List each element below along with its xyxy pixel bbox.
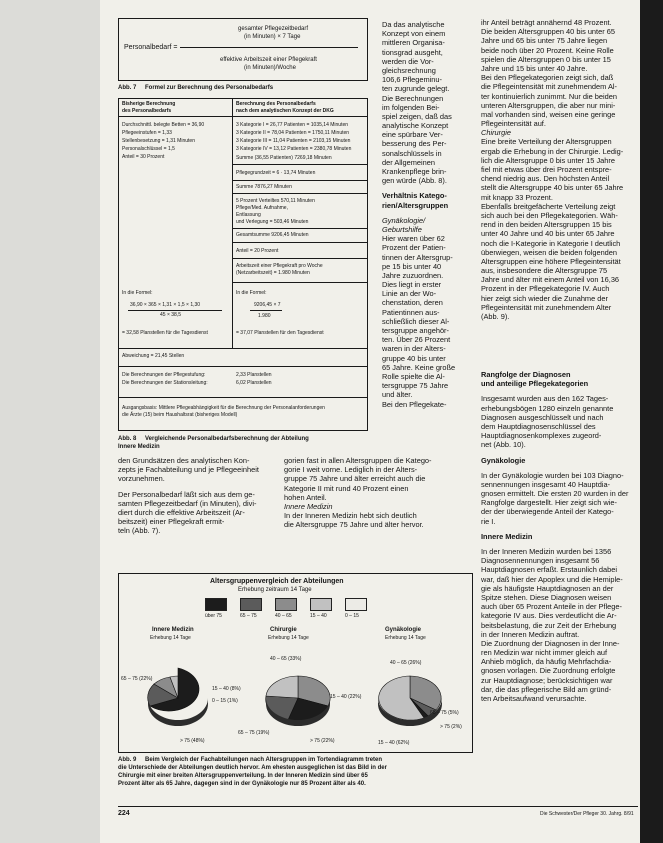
text-line: Spitze stehen. Diese Diagnosen weisen [481,592,612,602]
formula-denominator-2: (in Minuten)/Woche [244,65,296,71]
table-right-row: Anteil = 20 Prozent [236,248,279,254]
text-line: Kategorie II mit rund 40 Prozent einen [284,483,409,493]
pie-gynaekologie [378,676,442,726]
text-line: unter 40 Jahre und 40 bis unter 65 Jahre [481,229,615,239]
text-line: mal vorhanden sind, weisen eine geringe [481,109,616,119]
section-heading: und anteilige Pflegekategorien [481,379,589,389]
table-right-row: (Netzarbeitszeit) = 1.980 Minuten [236,270,310,276]
text-line: ten. Über 26 Prozent [382,335,451,345]
pie-label: 65 – 75 (5%) [430,710,459,716]
result-right: = 37,07 Planstellen für den Tagesdienst [236,330,324,336]
body-column-center-bottom [284,456,444,530]
text-line: tinnen der Altersgrup- [382,252,453,262]
text-line: ergab die Erhebung in der Chirurgie. Ledig- [481,146,624,156]
text-line: Patientinnen aus- [382,307,440,317]
section-heading: Gynäkologie [481,455,526,465]
text-line: gorie I weit vorne. Lediglich in der Alters- [284,465,418,475]
abb9-caption: Prozent älter als 65 Jahre, dagegen sind in der Gynäkologie nur 85 Prozent älter als 40. [118,781,366,787]
formula-left-num: 36,90 × 365 × 1,31 × 1,5 × 1,30 [130,302,201,308]
text-line: Jahre und 15 bis unter 40 Jahre. [481,63,588,73]
pie-sub-chirurgie: Erhebung 14 Tage [268,635,309,641]
text-line: ten zugrunde gelegt. [382,84,450,94]
text-line: vorzunehmen. [118,474,165,484]
journal-footer: Die Schwester/Der Pfleger 30. Jahrg. 8/91 [540,811,634,817]
text-line: Die Zuordnung der Diagnosen in der Inne- [481,638,620,648]
text-line: eine spürbare Ver- [382,130,443,140]
pie-title-gyn: Gynäkologie [385,627,422,633]
text-line: teln (Abb. 7). [118,526,161,536]
pie-label: 15 – 40 (22%) [330,694,362,700]
text-line: Hauptdiagnosenkomplexes zugeord- [481,431,602,441]
text-line: lich die Altersgruppe 0 bis unter 15 Jahre [481,155,615,165]
text-line: net (Abb. 10). [481,440,526,450]
figure-9-title: Altersgruppenvergleich der Abteilungen [210,578,344,585]
text-line: die Pflegeintensität mit zunehmendem Al- [481,82,617,92]
table-head-right-2: nach dem analytischen Konzept der DKG [236,108,334,114]
body-column-left-bottom [118,456,274,536]
table-right-row: 3 Kategorie I = 26,77 Patienten = 1035,14 Minuten [236,122,349,128]
footer-row-value: 2,33 Planstellen [236,372,272,378]
text-line: unteren Altersgruppen, die aber nur mini- [481,100,616,110]
legend-swatch-40-65 [275,598,297,611]
text-line: 106,6 Pflegeminu- [382,75,442,85]
abb7-caption: Formel zur Berechnung des Personalbedarfs [145,85,274,91]
text-line: ten Arbeitsaufwand verursachte. [481,694,587,703]
abb8-label: Abb. 8 [118,436,137,442]
text-line: gie als häufigste Hauptdiagnosen an der [481,583,614,593]
pie-label: 40 – 65 (26%) [390,660,422,666]
text-line: Hauptdiagnosen erfaßt. Erstaunlich dabei [481,565,617,575]
text-line: zepts je Fachabteilung und je Pflegeeinheit [118,465,259,475]
abb9-caption: Beim Vergleich der Fachabteilungen nach Altersgruppen im Tortendiagramm treten [145,757,383,763]
text-line: Eine breite Verteilung der Altersgruppen [481,137,612,147]
formula-numerator-2: (in Minuten) × 7 Tage [244,34,301,40]
legend-swatch-15-40 [310,598,332,611]
text-line: Anhieb möglich, da häufig Mehrfachdia- [481,657,612,667]
text-line: Prozent der Patien- [382,243,446,253]
binding-edge [640,0,663,843]
table-right-row: 3 Kategorie IV = 13,12 Patienten = 2380,78 Minuten [236,146,352,152]
text-line: auch über 65 Prozent Anteile in der Pflege- [481,602,622,612]
pie-slice [266,676,298,698]
abb8-caption-1: Vergleichende Personalbedarfsberechnung der Abteilung [145,436,309,442]
text-line: In der Gynäkologie wurden bei 103 Diagno- [481,470,624,480]
text-line: waren in der Alters- [382,344,446,354]
legend-swatch-65-75 [240,598,262,611]
table-right-row: und Verlegung = 503,46 Minuten [236,219,309,225]
text-line: Insgesamt wurden aus den 162 Tages- [481,394,609,404]
text-line: mittleren Organisa- [382,38,445,48]
table-right-row: 3 Kategorie III = 11,04 Patienten = 2103,15 Minuten [236,138,351,144]
legend-label: 40 – 65 [275,613,292,619]
text-line: sich auch bei den Pflegekategorien. Wäh- [481,210,618,220]
text-line: rend in den beiden Altersgruppen 15 bis [481,220,612,230]
text-line: Konzept von einem [382,29,446,39]
text-line: tersgruppe 75 Jahre [382,381,449,391]
text-line: erhebungsbögen 1280 einzeln genannte [481,403,614,413]
text-line: analytische Konzept [382,121,449,131]
formula-right-den: 1.980 [258,313,271,319]
pie-title-innere: Innere Medizin [152,627,194,633]
text-line: überwiegen, weisen die beiden folgenden [481,247,618,257]
text-line: dem Hauptdiagnosenschlüssel des [481,421,596,431]
subheading: Geburtshilfe [382,224,422,234]
text-line: gnosen vorlagen. Die Zuordnung erfolgte [481,666,616,676]
text-line: Rangfolge dargestellt. Hier zeigt sich wie- [481,498,617,508]
pie-chirurgie [266,676,330,726]
text-line: tersgruppe angehör- [382,326,449,335]
text-line: hier zeigt sich wieder die Zunahme der [481,293,608,303]
text-line: zur Hauptdiagnose; berücksichtigen war [481,675,613,685]
abb9-label: Abb. 9 [118,757,137,763]
text-line: ihr Anteil beträgt annähernd 48 Prozent. [481,18,612,27]
table-left-row: Durchschnittl. belegte Betten = 36,90 [122,122,205,128]
section-heading: Verhältnis Katego- [382,191,447,201]
text-line: tionsgrad ausgeht, [382,47,443,57]
legend-label: 65 – 75 [240,613,257,619]
text-line: beide noch über 20 Prozent. Keine Rolle [481,45,614,55]
pie-label: > 75 (48%) [180,738,205,744]
body-column-right [481,18,633,321]
text-line: der Allgemeinen [382,157,436,167]
formula-right-num: 9206,45 × 7 [254,302,281,308]
legend-swatch-0-15 [345,598,367,611]
table-right-row: Gesamtsumme 9206,45 Minuten [236,232,309,238]
text-line: besserung des Per- [382,139,447,149]
text-line: und älter. [382,390,413,400]
body-column-right-lower [481,370,633,703]
body-column-middle [382,20,466,409]
text-line: ren Medizin war nicht immer gleich auf [481,648,608,658]
text-line: gnosen ermittelt. Die ersten 20 wurden in der [481,489,629,499]
formula-denominator-1: effektive Arbeitszeit einer Pflegekraft [220,57,317,63]
text-line: dar, die das pflegerische Bild am gründ- [481,684,612,694]
text-line: ter kontinuierlich zunimmt. Nur die beiden [481,91,617,101]
text-line: Die Berechnungen [382,93,444,103]
text-line: beitsbelastung, die zur Zeit der Erhebung [481,620,617,630]
table-left-row: Pflegeeinstufen = 1,33 [122,130,172,136]
text-line: Bei den Pflegekategorien zeigt sich, daß [481,73,614,83]
formula-left-label: In die Formel: [122,290,153,296]
text-line: hohen Anteil. [284,492,327,502]
text-line: Bei den Pflegekate- [382,399,447,409]
table-head-right-1: Berechnung des Personalbedarfs [236,101,316,107]
pie-innere-medizin [148,668,208,726]
table-right-row: Arbeitszeit einer Pflegekraft pro Woche [236,263,323,269]
table-left-row: Stellenbesetzung = 1,31 Minuten [122,138,195,144]
pie-sub-gyn: Erhebung 14 Tage [385,635,426,641]
text-line: chenstation, deren [382,298,443,308]
text-line: gleichsrechnung [382,65,436,75]
text-line: noch die I-Kategorie in Kategorie I deutlich [481,238,621,248]
text-line: Da das analytische [382,20,445,29]
text-line: im folgenden Bei- [382,102,440,112]
text-line: Diagnosennennungen insgesamt 56 [481,556,600,566]
text-line: kategorie IV aus. Dies verdeutlicht die Ar- [481,611,617,621]
text-line: aus, insbesondere die Altersgruppe 75 [481,266,608,276]
section-heading: Rangfolge der Diagnosen [481,370,571,379]
text-line: Die beiden Altersgruppen 40 bis unter 65 [481,27,615,37]
subheading-innere-medizin: Innere Medizin [284,501,333,511]
text-line: samten Pflegezeitbedarf (in Minuten), divi- [118,498,257,508]
text-line: Linie an der Wo- [382,289,437,299]
text-line: Hier waren über 62 [382,234,445,244]
table-right-row: 3 Kategorie II = 78,04 Patienten = 1750,11 Minuten [236,130,350,136]
text-line: fiel mit etwas über drei Prozent entspre- [481,165,612,174]
pie-sub-innere: Erhebung 14 Tage [150,635,191,641]
pie-label: 65 – 75 (22%) [121,676,153,682]
pie-title-chirurgie: Chirurgie [270,627,297,633]
text-line: Der Personalbedarf läßt sich aus dem ge- [118,489,255,499]
text-line: sennennungen insgesamt 40 Hauptdia- [481,479,611,489]
text-line: stellt die Altersgruppe 40 bis unter 65 Jahre [481,183,624,193]
difference-label: Abweichung = 21,45 Stellen [122,353,185,359]
footer-row-label: Die Berechnungen der Pflegestufung: [122,372,206,378]
text-line: werden die Vor- [382,56,434,66]
text-line: Krankenpflege brin- [382,167,447,176]
table-footnote: Ausgangsbasis: Mittlere Pflegeabhängigkeit für die Berechnung der Personalanforderungen [122,405,325,411]
text-line: Dies liegt in erster [382,280,442,290]
text-line: mit knapp 33 Prozent. [481,192,553,202]
text-line: schließlich dieser Al- [382,316,450,326]
abb9-caption: Chirurgie mit einer breiten Altersgruppenverteilung. In der Inneren Medizin sind über 65 [118,773,368,779]
text-line: in der Inneren Medizin auftrat. [481,629,580,639]
text-line: war, daß hier der Apoplex und die Hemiple- [481,574,623,584]
text-line: Rolle spielte die Al- [382,371,445,381]
text-line: den Grundsätzen des analytischen Kon- [118,456,250,465]
page-number: 224 [118,810,130,817]
table-left-row: Personalschlüssel = 1,5 [122,146,175,152]
footer-row-label: Die Berechnungen der Stationsleitung: [122,380,208,386]
result-left: = 32,58 Planstellen für die Tagesdienst [122,330,208,336]
subheading: Gynäkologie/ [382,215,426,225]
text-line: In der Inneren Medizin hebt sich deutlich [284,511,417,521]
text-line: gruppe 40 bis unter [382,353,446,363]
table-head-left-2: des Personalbedarfs [122,108,172,114]
text-line: beitszeit) einer Pflegekraft ermit- [118,517,225,527]
pie-label: 15 – 40 (8%) [212,686,241,692]
abb9-caption: die Unterschiede der Abteilungen deutlich hervor. Am ehesten ausgeglichen ist das Bild in der [118,765,387,771]
text-line: diert durch die effektive Arbeitszeit (Ar- [118,507,245,517]
table-left-row: Anteil = 30 Prozent [122,154,165,160]
table-head-left-1: Bisherige Berechnung [122,101,176,107]
legend-label: über 75 [205,613,222,619]
legend-label: 15 – 40 [310,613,327,619]
subheading: Chirurgie [481,128,511,138]
text-line: pe 15 bis unter 40 [382,261,442,271]
text-line: spiel zeigen, daß das [382,111,452,121]
pie-label: > 75 (22%) [310,738,335,744]
text-line: Pflegeintensität mit zunehmendem Alter [481,302,612,312]
text-line: In der Inneren Medizin wurden bei 1356 [481,547,612,556]
table-right-row: Pflegegrundzeit = 6 · 13,74 Minuten [236,170,316,176]
text-line: Jahre und älter mit einem Anteil von 16,36 [481,275,620,285]
text-line: gorien fast in allen Altersgruppen die Katego- [284,456,432,465]
text-line: spielen die Altersgruppen 0 bis unter 15 [481,54,611,64]
table-footnote: die Ärzte (15) beim Haushaltsrat (bisheriges Modell) [122,412,238,418]
abb7-label: Abb. 7 [118,85,137,91]
text-line: Ebenfalls breitgefächerte Verteilung zeigt [481,201,616,211]
abb8-caption-2: Innere Medizin [118,444,160,450]
table-right-row: Summe (36,55 Patienten) 7269,18 Minuten [236,155,332,161]
pie-label: 0 – 15 (1%) [212,698,238,704]
table-right-row: Pflege/Med. Aufnahme, [236,205,288,211]
formula-numerator-1: gesamter Pflegezeitbedarf [238,26,309,32]
text-line: rie I. [481,516,496,526]
text-line: 65 Jahre. Keine große [382,362,456,372]
formula-right-label: In die Formel: [236,290,267,296]
text-line: Prozent in der Pflegekategorie IV. Auch [481,284,610,294]
footer-row-value: 6,02 Planstellen [236,380,272,386]
text-line: Altersgruppen eine höhere Pflegeintensität [481,256,621,266]
pie-label: > 75 (2%) [440,724,462,730]
text-line: chend niedrig aus. Den höchsten Anteil [481,174,610,184]
figure-9-subtitle: Erhebung zeitraum 14 Tage [238,587,312,593]
legend-swatch-75plus [205,598,227,611]
text-line: Pflegeintensität auf. [481,119,546,129]
pie-label: 65 – 75 (19%) [238,730,270,736]
text-line: Jahre zuzuordnen. [382,270,444,280]
text-line: der der überwiegende Anteil der Katego- [481,507,614,517]
text-line: sonalschlüssels in [382,148,442,158]
text-line: (Abb. 9). [481,312,510,321]
pie-label: 40 – 65 (33%) [270,656,302,662]
section-heading: Innere Medizin [481,531,533,541]
text-line: gen würde (Abb. 8). [382,176,447,186]
text-line: Diagnosen ausgeschlüsselt und nach [481,412,604,422]
formula-lhs: Personalbedarf = [124,44,178,51]
legend-label: 0 – 15 [345,613,359,619]
section-heading: rien/Altersgruppen [382,200,449,210]
text-line: Jahre und 65 bis unter 75 Jahre liegen [481,36,608,46]
text-line: gruppe 75 Jahre und älter erreicht auch die [284,474,426,484]
table-right-row: Summe 7876,27 Minuten [236,184,292,190]
text-line: die Altersgruppe 75 Jahre und älter hervor. [284,520,424,530]
table-right-row: 5 Prozent Verteiltes 570,11 Minuten [236,198,315,204]
table-right-row: Entlassung [236,212,261,218]
formula-left-den: 45 × 38,5 [160,312,181,318]
pie-label: 15 – 40 (62%) [378,740,410,746]
